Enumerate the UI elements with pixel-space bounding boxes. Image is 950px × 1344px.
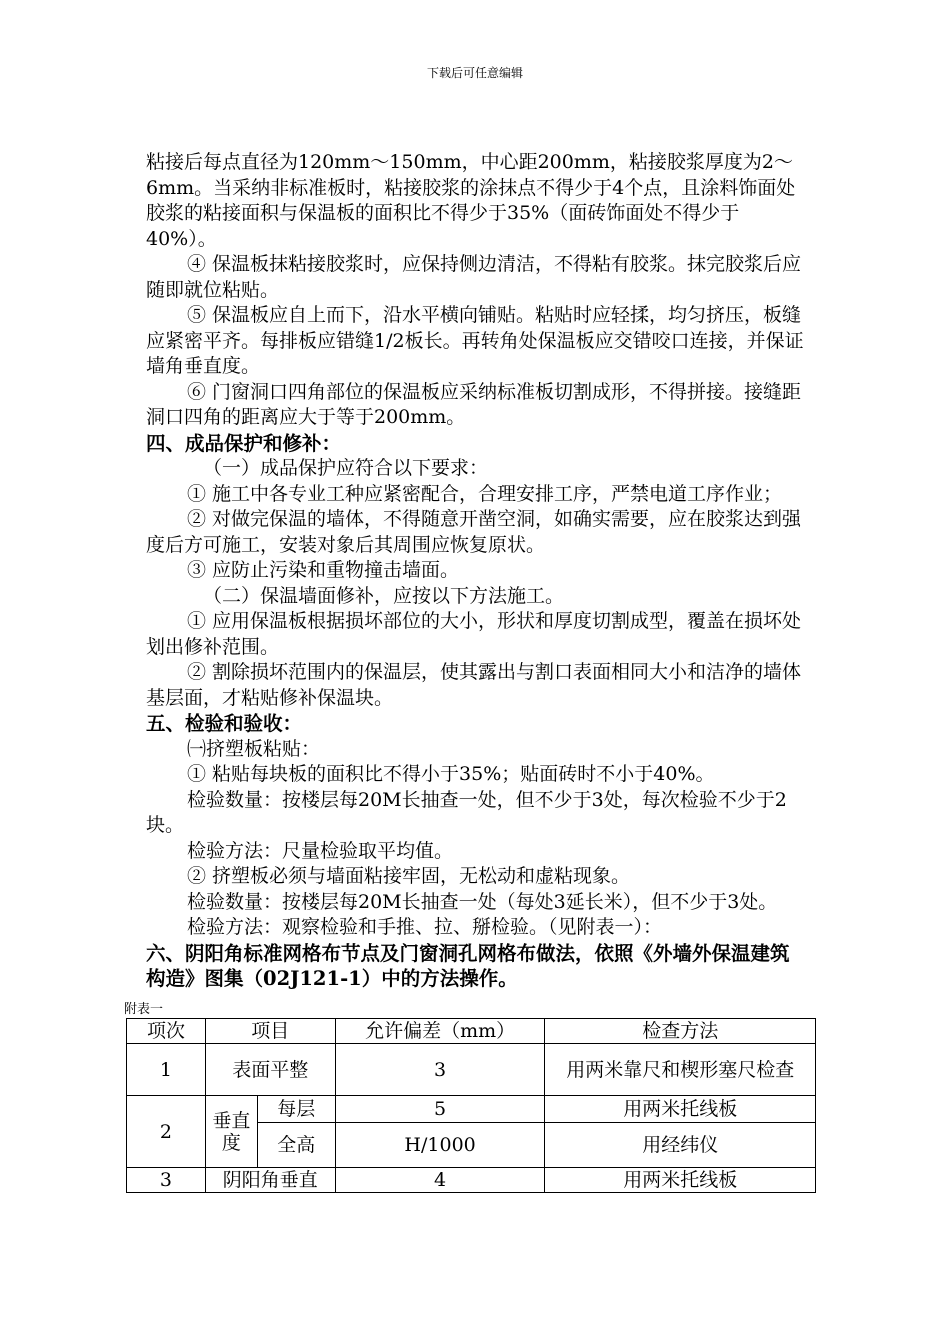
header-cell: 项次 bbox=[127, 1019, 206, 1044]
paragraph: ① 施工中各专业工种应紧密配合，合理安排工序，严禁电道工序作业； bbox=[187, 482, 783, 505]
paragraph: ㈠挤塑板粘贴： bbox=[187, 737, 321, 760]
page-header: 下载后可任意编辑 bbox=[426, 66, 523, 80]
table-cell: 用经纬仪 bbox=[545, 1123, 816, 1168]
table-row bbox=[127, 1044, 816, 1096]
table-cell: 4 bbox=[335, 1168, 545, 1193]
table-row bbox=[127, 1168, 816, 1193]
table-cell: 5 bbox=[335, 1096, 545, 1123]
paragraph: ④ 保温板抹粘接胶浆时，应保持侧边清洁，不得粘有胶浆。抹完胶浆后应随即就位粘贴。 bbox=[146, 253, 802, 301]
paragraph: （二）保温墙面修补，应按以下方法施工。 bbox=[203, 584, 565, 607]
table-cell: 全高 bbox=[257, 1123, 335, 1168]
table-cell: 用两米靠尺和楔形塞尺检查 bbox=[545, 1044, 816, 1096]
paragraph: ② 挤塑板必须与墙面粘接牢固，无松动和虚粘现象。 bbox=[187, 865, 631, 887]
header-cell: 允许偏差（mm） bbox=[335, 1019, 545, 1044]
paragraph: 检验方法：尺量检验取平均值。 bbox=[187, 839, 454, 862]
table-caption: 附表一 bbox=[124, 1002, 164, 1017]
table-cell: 用两米托线板 bbox=[545, 1168, 816, 1193]
table-cell: 3 bbox=[335, 1044, 545, 1096]
paragraph: ① 应用保温板根据损坏部位的大小，形状和厚度切割成型，覆盖在损坏处划出修补范围。 bbox=[146, 610, 802, 658]
header-cell: 检查方法 bbox=[545, 1019, 816, 1044]
paragraph: ② 对做完保温的墙体，不得随意开凿空洞，如确实需要，应在胶浆达到强度后方可施工，安装对象后其周围应恢复原状。 bbox=[146, 508, 802, 556]
table-cell: 用两米托线板 bbox=[545, 1096, 816, 1123]
paragraph: ⑤ 保温板应自上而下，沿水平横向铺贴。粘贴时应轻揉，均匀挤压，板缝应紧密平齐。每排板应错缝1/2板长。再转角处保温板应交错咬口连接，并保证墙角垂直度。 bbox=[146, 304, 804, 377]
paragraph: 检验数量：按楼层每20M长抽查一处，但不少于3处，每次检验不少于2块。 bbox=[146, 788, 787, 836]
table-header-row bbox=[127, 1019, 816, 1044]
paragraph: ③ 应防止污染和重物撞击墙面。 bbox=[187, 559, 460, 581]
table-cell: 阴阳角垂直 bbox=[205, 1168, 335, 1193]
paragraph: 检验数量：按楼层每20M长抽查一处（每处3延长米），但不少于3处。 bbox=[187, 890, 778, 913]
section-heading-5: 五、检验和验收： bbox=[146, 712, 303, 735]
paragraph: （一）成品保护应符合以下要求： bbox=[203, 457, 489, 479]
table-cell: 表面平整 bbox=[205, 1044, 335, 1096]
tolerance-table bbox=[126, 1018, 816, 1193]
table-cell: 1 bbox=[127, 1044, 206, 1096]
section-heading-6: 六、阴阳角标准网格布节点及门窗洞孔网格布做法，依照《外墙外保温建筑构造》图集（02J121-1）中的方法操作。 bbox=[146, 941, 790, 990]
paragraph: ① 粘贴每块板的面积比不得小于35%；贴面砖时不小于40%。 bbox=[187, 763, 715, 785]
paragraph: 粘接后每点直径为120mm～150mm，中心距200mm，粘接胶浆厚度为2～6mm。当采纳非标准板时，粘接胶浆的涂抹点不得少于4个点，且涂料饰面处胶浆的粘接面积与保温板的面积比不得少于35%（面砖饰面处不得少于40%）。 bbox=[146, 151, 796, 250]
table-cell: 每层 bbox=[257, 1096, 335, 1123]
table-cell: 2 bbox=[127, 1096, 206, 1168]
table-cell: 3 bbox=[127, 1168, 206, 1193]
table-cell: 垂直度 bbox=[205, 1096, 257, 1168]
paragraph: 检验方法：观察检验和手推、拉、掰检验。（见附表一）： bbox=[187, 916, 663, 938]
table-row bbox=[127, 1096, 816, 1123]
header-cell: 项目 bbox=[205, 1019, 335, 1044]
table-cell: H/1000 bbox=[335, 1123, 545, 1168]
paragraph: ② 割除损坏范围内的保温层，使其露出与割口表面相同大小和洁净的墙体基层面，才粘贴修补保温块。 bbox=[146, 661, 802, 709]
section-heading-4: 四、成品保护和修补： bbox=[146, 431, 342, 455]
paragraph: ⑥ 门窗洞口四角部位的保温板应采纳标准板切割成形，不得拼接。接缝距洞口四角的距离应大于等于200mm。 bbox=[146, 380, 802, 428]
document-body bbox=[146, 150, 806, 992]
